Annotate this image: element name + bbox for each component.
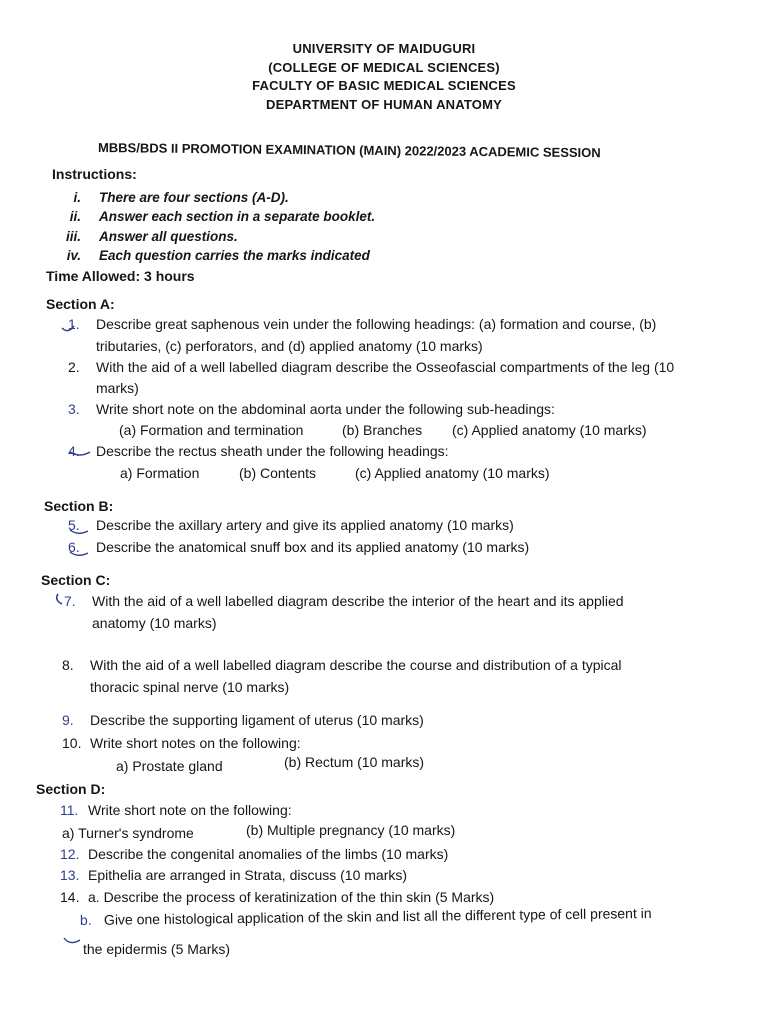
- instruction-item: i. There are four sections (A-D).: [73, 190, 289, 205]
- instruction-item: iii. Answer all questions.: [65, 229, 238, 244]
- question-4-sub-c: (c) Applied anatomy (10 marks): [355, 465, 550, 481]
- question-14: 14. a. Describe the process of keratinization of the thin skin (5 Marks): [60, 889, 495, 905]
- question-11-sub-a: a) Turner's syndrome: [62, 825, 194, 841]
- question-8: 8. With the aid of a well labelled diagram describe the course and distribution of a typical: [62, 657, 622, 673]
- section-b-heading: Section B:: [44, 498, 114, 514]
- instruction-item: ii. Answer each section in a separate booklet.: [69, 209, 376, 224]
- question-6: 6. Describe the anatomical snuff box and its applied anatomy (10 marks): [68, 539, 530, 555]
- question-1-cont: tributaries, (c) perforators, and (d) applied anatomy (10 marks): [96, 338, 483, 354]
- question-4-sub-b: (b) Contents: [239, 465, 317, 481]
- question-10: 10. Write short notes on the following:: [62, 735, 301, 751]
- section-a-heading: Section A:: [46, 296, 115, 312]
- question-5: 5. Describe the axillary artery and give its applied anatomy (10 marks): [68, 517, 514, 533]
- exam-title: MBBS/BDS II PROMOTION EXAMINATION (MAIN) 2022/2023 ACADEMIC SESSION: [97, 140, 601, 161]
- section-c-heading: Section C:: [41, 572, 111, 588]
- department-name: DEPARTMENT OF HUMAN ANATOMY: [265, 96, 503, 112]
- question-7-cont: anatomy (10 marks): [92, 615, 217, 631]
- exam-header: [0, 40, 768, 114]
- question-8-cont: thoracic spinal nerve (10 marks): [90, 679, 290, 695]
- section-d-heading: Section D:: [36, 781, 106, 797]
- question-9: 9. Describe the supporting ligament of uterus (10 marks): [62, 712, 424, 728]
- question-4-sub-a: a) Formation: [120, 465, 200, 481]
- instructions-heading: Instructions:: [52, 166, 137, 182]
- question-14-b-cont: the epidermis (5 Marks): [83, 941, 231, 957]
- question-11-sub-b: (b) Multiple pregnancy (10 marks): [246, 822, 456, 838]
- question-3-sub-a: (a) Formation and termination: [119, 422, 304, 438]
- instruction-item: iv. Each question carries the marks indicated: [66, 248, 370, 263]
- question-10-sub-a: a) Prostate gland: [116, 758, 223, 774]
- question-12: 12. Describe the congenital anomalies of the limbs (10 marks): [60, 846, 449, 862]
- question-1: 1. Describe great saphenous vein under the following headings: (a) formation and course, (b): [68, 316, 657, 332]
- question-2-cont: marks): [96, 380, 139, 396]
- question-2: 2. With the aid of a well labelled diagram describe the Osseofascial compartments of the leg (10: [68, 359, 675, 375]
- question-13: 13. Epithelia are arranged in Strata, discuss (10 marks): [60, 867, 408, 883]
- question-3: 3. Write short note on the abdominal aorta under the following sub-headings:: [68, 401, 555, 417]
- question-7: 7. With the aid of a well labelled diagram describe the interior of the heart and its applied: [64, 593, 624, 609]
- faculty-name: FACULTY OF BASIC MEDICAL SCIENCES: [252, 78, 516, 93]
- question-14-b: b. Give one histological application of the skin and list all the different type of cell present in: [79, 905, 652, 928]
- question-10-sub-b: (b) Rectum (10 marks): [284, 754, 425, 770]
- question-4: 4. Describe the rectus sheath under the following headings:: [68, 443, 449, 459]
- question-3-sub-c: (c) Applied anatomy (10 marks): [452, 422, 647, 438]
- university-name: UNIVERSITY OF MAIDUGURI: [292, 41, 476, 56]
- college-name: (COLLEGE OF MEDICAL SCIENCES): [268, 59, 500, 75]
- time-allowed: Time Allowed: 3 hours: [46, 268, 195, 284]
- question-11: 11. Write short note on the following:: [60, 802, 292, 818]
- question-3-sub-b: (b) Branches: [342, 422, 423, 438]
